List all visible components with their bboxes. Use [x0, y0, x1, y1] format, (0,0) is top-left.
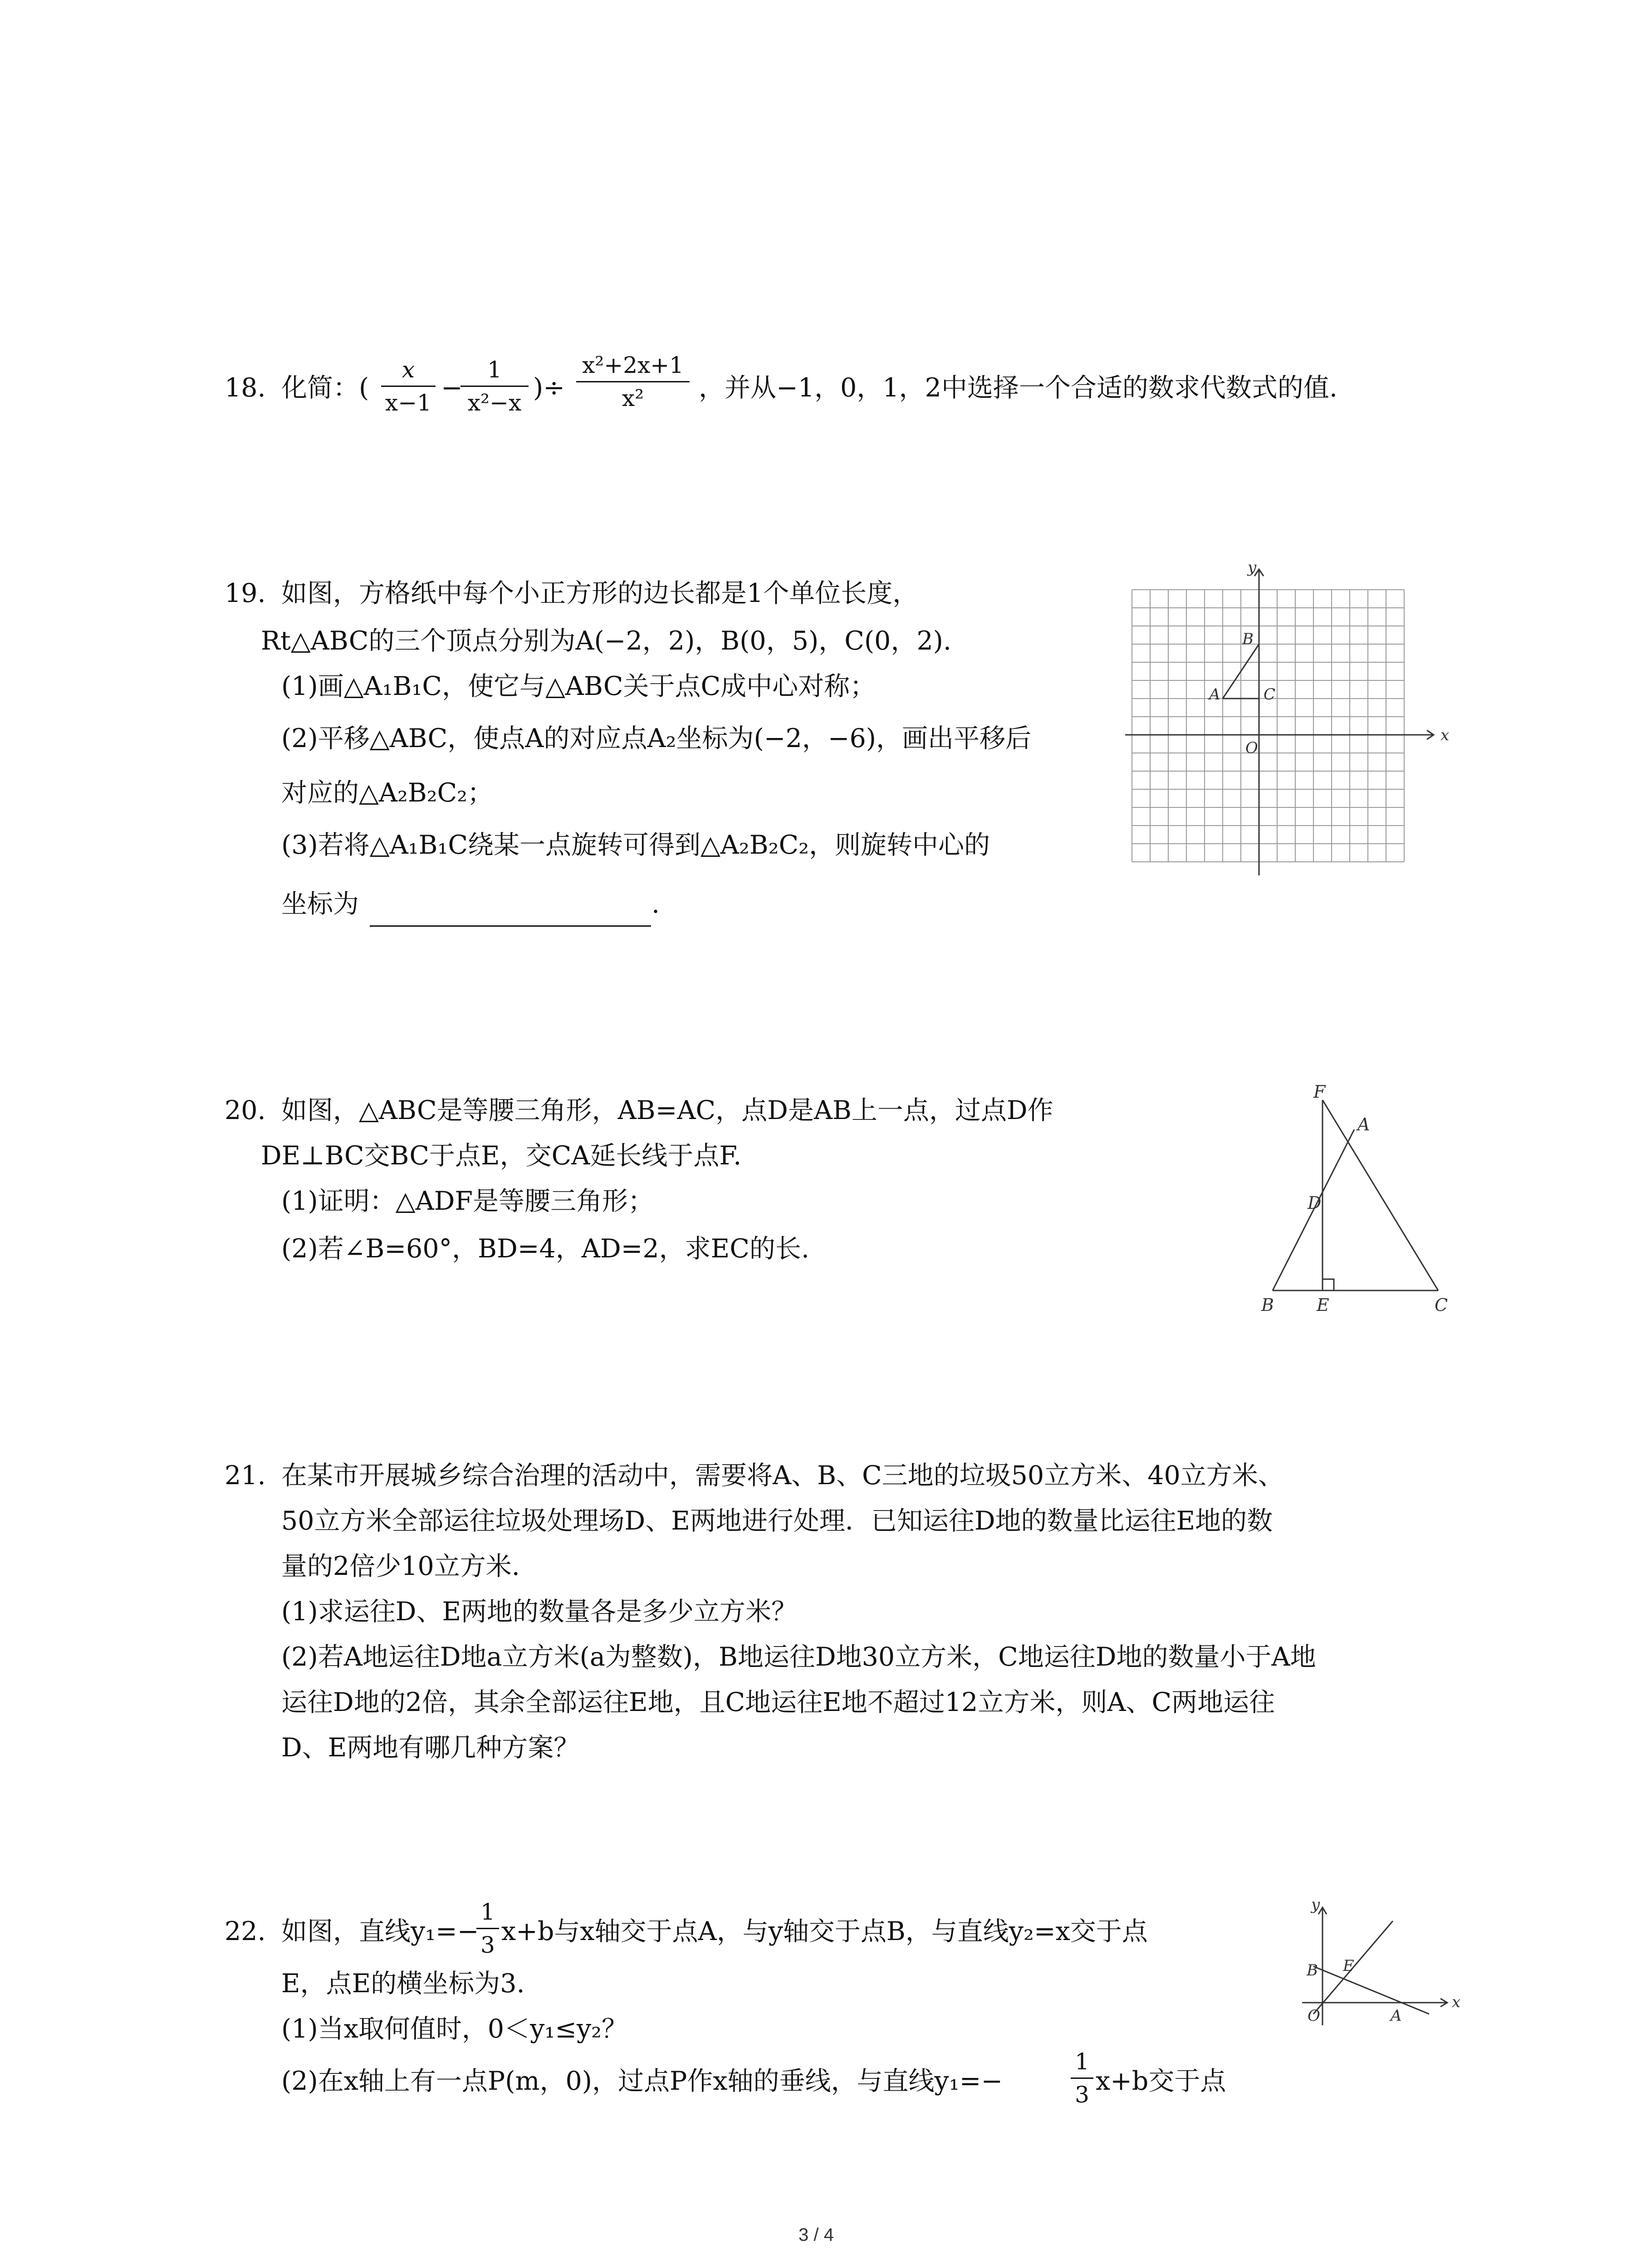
- q21-line-4: (1)求运往D、E两地的数量各是多少立方米？: [281, 1597, 798, 1627]
- fraction-bar: [381, 386, 436, 387]
- q19-grid-figure: [1125, 562, 1456, 880]
- q18-fraction-2: [460, 358, 529, 414]
- q21-number: 21.: [225, 1461, 266, 1491]
- q21-line-6: 运往D地的2倍，其余全部运往E地，且C地运往E地不超过12立方米，则A、C两地运往: [281, 1687, 1275, 1717]
- q22-line-4a: (2)在x轴上有一点P(m，0)，过点P作x轴的垂线，与直线y₁=−: [281, 2066, 1003, 2096]
- q22-line-3: (1)当x取何值时，0＜y₁≤y₂？: [281, 2014, 628, 2044]
- q18-frac1-numerator: x: [402, 357, 415, 383]
- y-axis-label: y: [1248, 562, 1257, 577]
- q19-line-8: .: [652, 889, 660, 919]
- grid-lines: [1132, 590, 1404, 862]
- q22-frac1-numerator: 1: [480, 1899, 495, 1925]
- q21-line-7: D、E两地有哪几种方案？: [281, 1733, 580, 1763]
- point-d-label: D: [1308, 1193, 1322, 1213]
- q18-minus: −: [441, 373, 463, 403]
- q19-line-1: 如图，方格纸中每个小正方形的边长都是1个单位长度，: [281, 578, 919, 608]
- q19-line-5: 对应的△A₂B₂C₂；: [281, 778, 494, 808]
- q20-line-3: (1)证明：△ADF是等腰三角形；: [281, 1186, 654, 1216]
- q18-frac2-denominator: x²−x: [467, 390, 522, 416]
- q18-frac2-numerator: 1: [487, 357, 502, 383]
- fraction-bar: [1071, 2077, 1093, 2079]
- point-c-label: C: [1435, 1295, 1448, 1315]
- origin-label: O: [1245, 739, 1258, 757]
- q22-frac2-denominator: 3: [1075, 2082, 1089, 2108]
- point-f-label: F: [1313, 1082, 1326, 1102]
- point-b-label: B: [1261, 1295, 1274, 1315]
- q20-line-4: (2)若∠B=60°，BD=4，AD=2，求EC的长.: [281, 1234, 810, 1264]
- q18-fraction-1: [381, 358, 436, 414]
- q19-line-7: 坐标为: [281, 889, 359, 919]
- axes: [1125, 569, 1434, 875]
- q19-line-4: (2)平移△ABC，使点A的对应点A₂坐标为(−2，−6)，画出平移后: [281, 723, 1031, 753]
- q18-divide: )÷: [533, 373, 565, 403]
- q18-frac3-denominator: x²: [622, 385, 644, 411]
- q22-frac2-numerator: 1: [1075, 2048, 1089, 2075]
- q22-line-1a: 如图，直线y₁=−: [281, 1916, 479, 1946]
- point-b-label: B: [1242, 630, 1254, 648]
- right-angle-mark: [1323, 1279, 1334, 1290]
- q20-number: 20.: [225, 1095, 266, 1125]
- x-axis-label: x: [1440, 726, 1450, 744]
- q19-line-3: (1)画△A₁B₁C，使它与△ABC关于点C成中心对称；: [281, 671, 876, 701]
- q21-line-2: 50立方米全部运往垃圾处理场D、E两地进行处理．已知运往D地的数量比运往E地的数: [281, 1506, 1273, 1536]
- q19-answer-blank: [370, 925, 651, 927]
- q20-triangle-figure: [1257, 1080, 1461, 1325]
- point-a-label: A: [1391, 2007, 1402, 2025]
- q20-line-2: DE⊥BC交BC于点E，交CA延长线于点F.: [261, 1141, 742, 1171]
- q18-suffix: ，并从−1，0，1，2中选择一个合适的数求代数式的值.: [699, 373, 1337, 403]
- q21-line-3: 量的2倍少10立方米.: [281, 1551, 520, 1581]
- x-axis-label: x: [1452, 1993, 1461, 2011]
- q22-line-1b: x+b与x轴交于点A，与y轴交于点B，与直线y₂=x交于点: [501, 1916, 1148, 1946]
- fraction-bar: [476, 1928, 499, 1929]
- q18-fraction-3: [576, 354, 690, 410]
- q22-number: 22.: [225, 1916, 266, 1946]
- fraction-bar: [460, 386, 529, 387]
- q22-fraction-2: [1071, 2050, 1093, 2106]
- q22-line-4b: x+b交于点: [1096, 2066, 1226, 2096]
- point-e-label: E: [1343, 1957, 1354, 1975]
- point-c-label: C: [1264, 685, 1276, 704]
- q21-line-5: (2)若A地运往D地a立方米(a为整数)，B地运往D地30立方米，C地运往D地的数量小于A地: [281, 1642, 1316, 1672]
- q22-graph-figure: [1279, 1896, 1470, 2032]
- page-number: 3 / 4: [798, 2225, 834, 2245]
- point-e-label: E: [1317, 1295, 1329, 1315]
- q19-line-6: (3)若将△A₁B₁C绕某一点旋转可得到△A₂B₂C₂，则旋转中心的: [281, 830, 990, 860]
- line-y1: [1313, 1966, 1429, 2014]
- fraction-bar: [576, 381, 690, 382]
- point-a-label: A: [1209, 685, 1220, 704]
- q18-frac3-numerator: x²+2x+1: [582, 352, 684, 378]
- q20-line-1: 如图，△ABC是等腰三角形，AB=AC，点D是AB上一点，过点D作: [281, 1095, 1053, 1125]
- point-a-label: A: [1357, 1114, 1370, 1134]
- point-b-label: B: [1307, 1961, 1318, 1980]
- q18-number: 18.: [225, 373, 266, 403]
- q18-prefix: 化简：(: [281, 373, 369, 403]
- q22-line-2: E，点E的横坐标为3.: [281, 1969, 525, 1999]
- q19-number: 19.: [225, 578, 266, 608]
- q18-frac1-denominator: x−1: [385, 390, 431, 416]
- y-axis-label: y: [1311, 1896, 1320, 1914]
- q19-line-2: Rt△ABC的三个顶点分别为A(−2，2)，B(0，5)，C(0，2).: [261, 626, 951, 656]
- q21-line-1: 在某市开展城乡综合治理的活动中，需要将A、B、C三地的垃圾50立方米、40立方米、: [281, 1461, 1284, 1491]
- segment-fc: [1323, 1100, 1438, 1290]
- q22-frac1-denominator: 3: [480, 1932, 495, 1958]
- q22-fraction-1: [476, 1901, 499, 1956]
- origin-label: O: [1308, 2007, 1320, 2025]
